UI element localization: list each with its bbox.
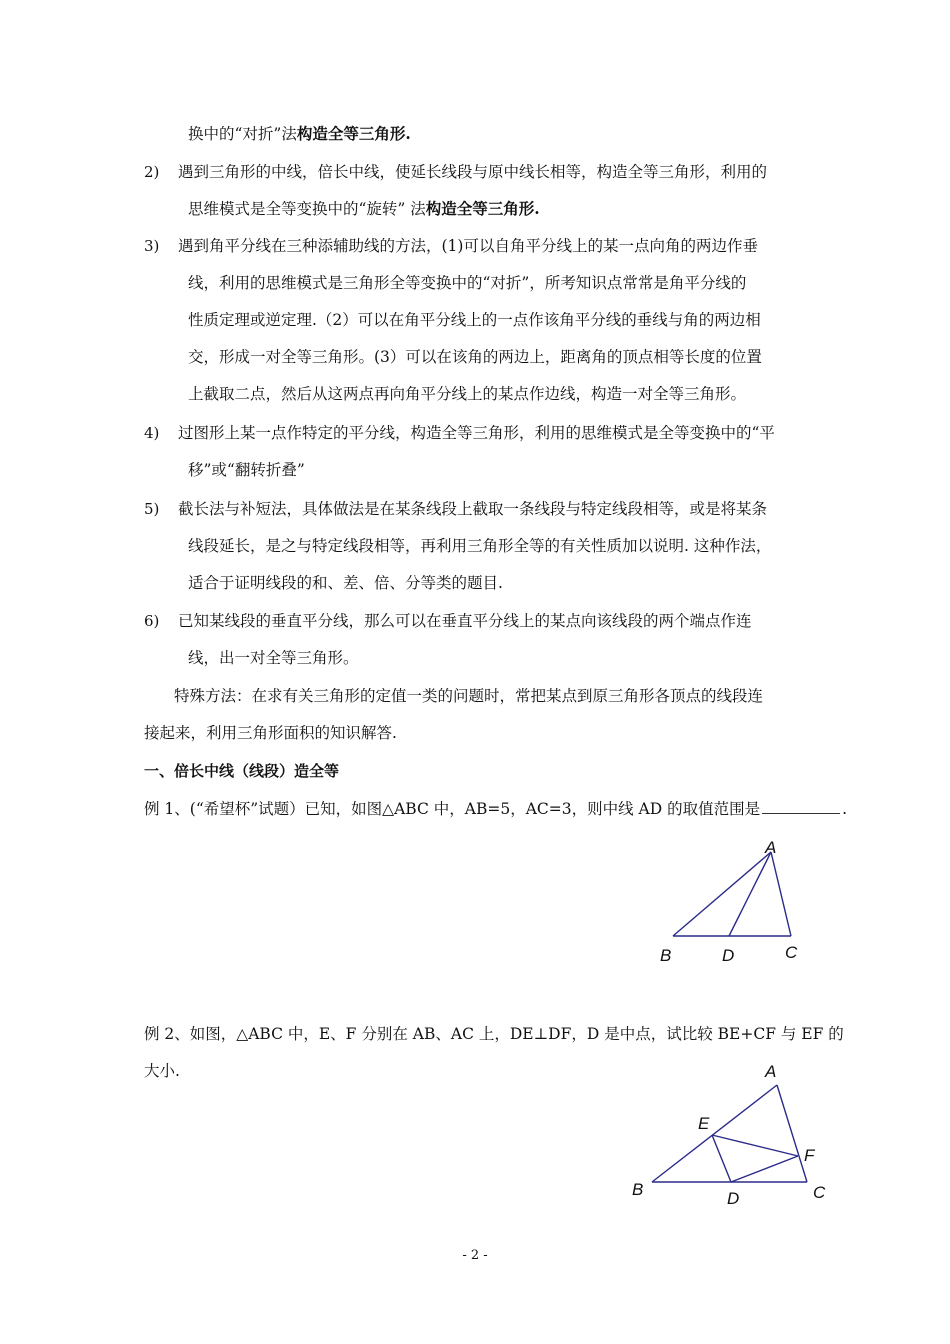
list-number: 2) bbox=[144, 163, 160, 181]
text-line: 线，出一对全等三角形。 bbox=[188, 649, 359, 667]
section-heading: 一、倍长中线（线段）造全等 bbox=[144, 762, 340, 780]
segment-ab bbox=[673, 852, 771, 936]
text-span: 思维模式是全等变换中的“旋转” 法 bbox=[188, 200, 426, 218]
list-number: 5) bbox=[144, 500, 160, 518]
text-line bbox=[188, 199, 540, 219]
segment-ad bbox=[729, 852, 771, 936]
text-span: . bbox=[842, 800, 848, 818]
text-line: 交，形成一对全等三角形。(3）可以在该角的两边上，距离角的顶点相等长度的位置 bbox=[188, 348, 762, 366]
text-line: 接起来，利用三角形面积的知识解答. bbox=[144, 724, 397, 742]
label-a: A bbox=[765, 838, 777, 857]
bold-span: 构造全等三角形. bbox=[425, 199, 540, 218]
text-line: 遇到角平分线在三种添辅助线的方法，(1)可以自角平分线上的某一点向角的两边作垂 bbox=[178, 237, 758, 255]
label-d: D bbox=[722, 946, 735, 965]
segment-ef bbox=[712, 1135, 798, 1156]
text-line: 过图形上某一点作特定的平分线，构造全等三角形，利用的思维模式是全等变换中的“平 bbox=[178, 424, 775, 442]
text-line bbox=[188, 124, 411, 144]
page-number: - 2 - bbox=[462, 1248, 488, 1263]
text-line: 遇到三角形的中线，倍长中线，使延长线段与原中线长相等，构造全等三角形，利用的 bbox=[178, 163, 768, 181]
text-line: 移”或“翻转折叠” bbox=[188, 461, 305, 479]
figure-1 bbox=[640, 830, 820, 970]
label-c: C bbox=[813, 1183, 826, 1202]
segment-ab bbox=[652, 1085, 777, 1182]
answer-blank bbox=[762, 799, 840, 814]
text-line: 例 2、如图，△ABC 中，E、F 分别在 AB、AC 上，DE⊥DF，D 是中点，试比较 BE+CF 与 EF 的 bbox=[144, 1025, 844, 1043]
label-c: C bbox=[785, 943, 798, 962]
list-number: 6) bbox=[144, 612, 160, 630]
text-line: 适合于证明线段的和、差、倍、分等类的题目. bbox=[188, 574, 503, 592]
bold-span: 构造全等三角形. bbox=[296, 124, 411, 143]
example-1-text bbox=[144, 799, 847, 819]
text-line: 特殊方法：在求有关三角形的定值一类的问题时，常把某点到原三角形各顶点的线段连 bbox=[174, 687, 764, 705]
text-line: 截长法与补短法，具体做法是在某条线段上截取一条线段与特定线段相等，或是将某条 bbox=[178, 500, 768, 518]
figure-2 bbox=[620, 1055, 840, 1215]
label-e: E bbox=[698, 1114, 710, 1133]
label-b: B bbox=[632, 1180, 644, 1199]
list-number: 3) bbox=[144, 237, 160, 255]
label-d: D bbox=[727, 1189, 740, 1208]
text-line: 上截取二点，然后从这两点再向角平分线上的某点作边线，构造一对全等三角形。 bbox=[188, 385, 747, 403]
text-line: 已知某线段的垂直平分线，那么可以在垂直平分线上的某点向该线段的两个端点作连 bbox=[178, 612, 752, 630]
label-a: A bbox=[765, 1062, 777, 1081]
list-number: 4) bbox=[144, 424, 160, 442]
text-line: 线段延长，是之与特定线段相等，再利用三角形全等的有关性质加以说明. 这种作法， bbox=[188, 537, 772, 555]
segment-ac bbox=[771, 852, 791, 936]
text-line: 性质定理或逆定理.（2）可以在角平分线上的一点作该角平分线的垂线与角的两边相 bbox=[188, 311, 761, 329]
text-span: 换中的“对折”法 bbox=[188, 125, 297, 143]
segment-ed bbox=[712, 1135, 731, 1182]
text-line: 大小. bbox=[144, 1062, 180, 1080]
segment-fd bbox=[731, 1156, 798, 1182]
text-line: 线，利用的思维模式是三角形全等变换中的“对折”，所考知识点常常是角平分线的 bbox=[188, 274, 747, 292]
label-f: F bbox=[804, 1146, 815, 1165]
label-b: B bbox=[660, 946, 672, 965]
segment-ac bbox=[777, 1085, 807, 1182]
text-span: 例 1、(“希望杯”试题）已知，如图△ABC 中，AB=5，AC=3，则中线 AD 的取值范围是 bbox=[144, 800, 761, 818]
